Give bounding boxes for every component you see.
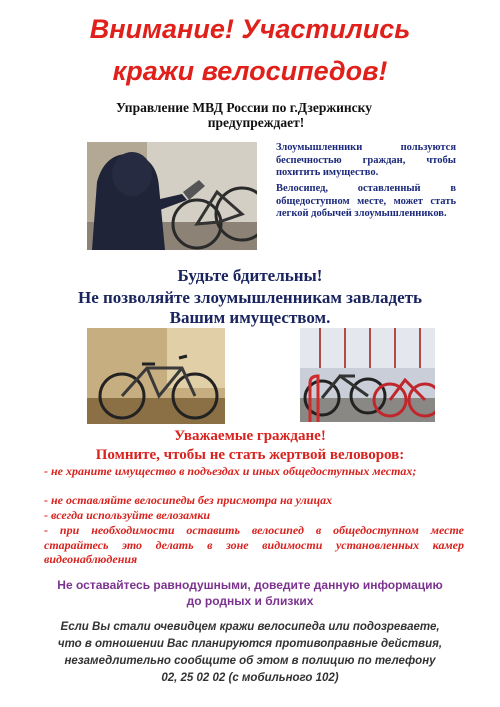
- advice-item-2: - не оставляйте велосипеды без присмотра на улицах: [44, 493, 333, 507]
- warning-line-2: предупреждает!: [207, 115, 305, 130]
- advice-item-4: - при необходимости оставить велосипед в общедоступном месте старайтесь это делать в зоне видимости установленных камер видеонаблюдения: [44, 523, 464, 566]
- bike-rack-illustration: [300, 328, 435, 422]
- appeal-line-2: до родных и близких: [186, 594, 314, 608]
- vigilance-line-2: Не позволяйте злоумышленникам завладеть: [77, 288, 422, 307]
- contact-line-2: что в отношении Вас планируются противоправные действия,: [57, 638, 443, 650]
- side-paragraph-2: Велосипед, оставленный в общедоступном месте, может стать легкой добычей злоумышленников.: [276, 183, 456, 219]
- bike-rack-photo: [300, 328, 435, 422]
- thief-illustration: [87, 142, 257, 250]
- thief-photo: [87, 142, 257, 250]
- vigilance-line-3: Вашим имуществом.: [169, 308, 331, 327]
- warning-line-1: Управление МВД России по г.Дзержинску: [115, 100, 373, 115]
- title-line-1: Внимание! Участились: [89, 14, 411, 44]
- advice-heading-1: Уважаемые граждане!: [174, 428, 326, 444]
- side-paragraph-1: Злоумышленники пользуются беспечностью граждан, чтобы похитить имущество.: [276, 142, 456, 178]
- appeal-line-1: Не оставайтесь равнодушными, доведите данную информацию: [57, 578, 443, 592]
- advice-heading-2: Помните, чтобы не стать жертвой веловоров:: [95, 447, 405, 463]
- vigilance-line-1: Будьте бдительны!: [177, 266, 323, 285]
- contact-line-3: незамедлительно сообщите об этом в полицию по телефону: [64, 655, 436, 667]
- title-line-2: кражи велосипедов!: [112, 56, 388, 86]
- contact-phone-line: 02, 25 02 02 (с мобильного 102): [161, 672, 339, 684]
- stairwell-bike-photo: [87, 328, 225, 424]
- stairwell-bike-illustration: [87, 328, 225, 424]
- contact-line-1: Если Вы стали очевидцем кражи велосипеда или подозреваете,: [60, 621, 440, 633]
- advice-item-1: - не храните имущество в подъездах и иных общедоступных местах;: [44, 464, 417, 478]
- advice-item-3: - всегда используйте велозамки: [44, 508, 211, 522]
